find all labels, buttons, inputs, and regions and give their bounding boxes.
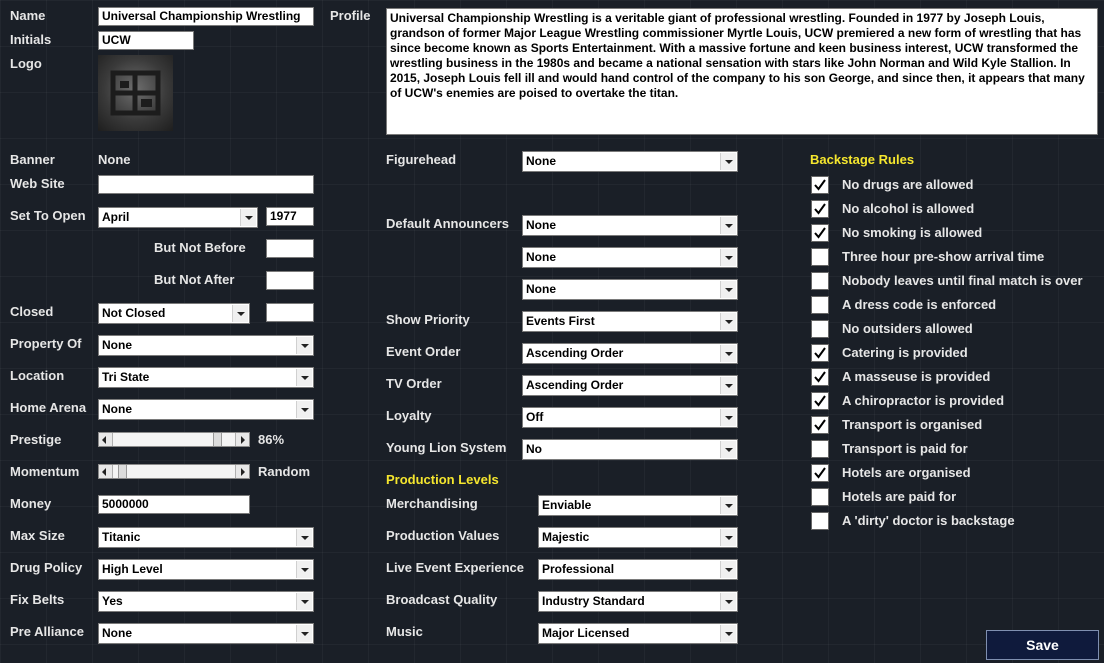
merchandising-label: Merchandising <box>386 496 478 511</box>
loyalty-label: Loyalty <box>386 408 432 423</box>
tv-order-label: TV Order <box>386 376 442 391</box>
slider-thumb[interactable] <box>213 433 222 446</box>
but-not-after-input[interactable] <box>266 271 314 290</box>
rule-label: Nobody leaves until final match is over <box>842 273 1083 288</box>
figurehead-label: Figurehead <box>386 152 457 167</box>
merchandising-select[interactable] <box>538 495 738 516</box>
momentum-slider[interactable] <box>98 464 250 479</box>
chevron-down-icon[interactable] <box>720 153 736 170</box>
chevron-down-icon[interactable] <box>720 497 736 514</box>
property-of-value: None <box>102 338 132 352</box>
chevron-down-icon[interactable] <box>240 209 256 226</box>
property-of-label: Property Of <box>10 336 82 351</box>
chevron-down-icon[interactable] <box>296 337 312 354</box>
rule-checkbox[interactable] <box>811 368 829 386</box>
production-values-select[interactable] <box>538 527 738 548</box>
banner-value[interactable]: None <box>98 152 131 167</box>
rule-label: Catering is provided <box>842 345 968 360</box>
closed-year-input[interactable] <box>266 303 314 322</box>
announcer-1-value: None <box>526 218 556 232</box>
rule-checkbox[interactable] <box>811 488 829 506</box>
merchandising-value: Enviable <box>542 498 592 512</box>
max-size-label: Max Size <box>10 528 65 543</box>
tv-order-value: Ascending Order <box>526 378 624 392</box>
momentum-label: Momentum <box>10 464 80 479</box>
rule-label: No outsiders allowed <box>842 321 973 336</box>
rule-checkbox[interactable] <box>811 416 829 434</box>
checkmark-icon <box>813 418 827 432</box>
rule-checkbox[interactable] <box>811 512 829 530</box>
profile-label: Profile <box>330 8 371 23</box>
max-size-value: Titanic <box>102 530 141 544</box>
prestige-value: 86% <box>258 432 285 447</box>
fix-belts-value: Yes <box>102 594 123 608</box>
property-of-select[interactable] <box>98 335 314 356</box>
name-label: Name <box>10 8 46 23</box>
rule-label: No drugs are allowed <box>842 177 974 192</box>
live-event-experience-label: Live Event Experience <box>386 560 525 575</box>
chevron-down-icon[interactable] <box>232 305 248 322</box>
fix-belts-select[interactable] <box>98 591 314 612</box>
rule-checkbox[interactable] <box>811 200 829 218</box>
rule-checkbox[interactable] <box>811 272 829 290</box>
chevron-down-icon[interactable] <box>720 593 736 610</box>
drug-policy-value: High Level <box>102 562 163 576</box>
announcer-1-select[interactable] <box>522 215 738 236</box>
rule-checkbox[interactable] <box>811 392 829 410</box>
event-order-select[interactable] <box>522 343 738 364</box>
initials-input[interactable]: UCW <box>98 31 194 50</box>
web-site-label: Web Site <box>10 176 65 191</box>
live-event-experience-value: Professional <box>542 562 615 576</box>
music-select[interactable] <box>538 623 738 644</box>
chevron-down-icon[interactable] <box>296 625 312 642</box>
checkmark-icon <box>813 226 827 240</box>
chevron-down-icon[interactable] <box>720 377 736 394</box>
rule-label: Transport is paid for <box>842 441 968 456</box>
pre-alliance-value: None <box>102 626 132 640</box>
chevron-down-icon[interactable] <box>720 529 736 546</box>
chevron-down-icon[interactable] <box>720 249 736 266</box>
rule-checkbox[interactable] <box>811 464 829 482</box>
money-input[interactable]: 5000000 <box>98 495 250 514</box>
drug-policy-select[interactable] <box>98 559 314 580</box>
arrow-left-icon[interactable] <box>99 465 113 478</box>
banner-label: Banner <box>10 152 55 167</box>
home-arena-select[interactable] <box>98 399 314 420</box>
chevron-down-icon[interactable] <box>296 401 312 418</box>
rule-checkbox[interactable] <box>811 440 829 458</box>
but-not-before-label: But Not Before <box>154 240 246 255</box>
young-lion-system-value: No <box>526 442 542 456</box>
figurehead-select[interactable] <box>522 151 738 172</box>
arrow-right-icon[interactable] <box>235 465 249 478</box>
young-lion-system-label: Young Lion System <box>386 440 507 455</box>
checkmark-icon <box>813 346 827 360</box>
chevron-down-icon[interactable] <box>720 561 736 578</box>
checkmark-icon <box>813 202 827 216</box>
max-size-select[interactable] <box>98 527 314 548</box>
chevron-down-icon[interactable] <box>720 441 736 458</box>
open-month-select[interactable] <box>98 207 258 228</box>
chevron-down-icon[interactable] <box>296 529 312 546</box>
show-priority-label: Show Priority <box>386 312 470 327</box>
broadcast-quality-select[interactable] <box>538 591 738 612</box>
production-values-value: Majestic <box>542 530 590 544</box>
save-button[interactable]: Save <box>986 630 1099 660</box>
show-priority-select[interactable] <box>522 311 738 332</box>
loyalty-value: Off <box>526 410 544 424</box>
chevron-down-icon[interactable] <box>720 625 736 642</box>
name-input[interactable]: Universal Championship Wrestling <box>98 7 314 26</box>
loyalty-select[interactable] <box>522 407 738 428</box>
initials-label: Initials <box>10 32 52 47</box>
production-levels-heading: Production Levels <box>386 472 499 487</box>
set-to-open-label: Set To Open <box>10 208 86 223</box>
momentum-value: Random <box>258 464 310 479</box>
rule-label: A masseuse is provided <box>842 369 991 384</box>
event-order-label: Event Order <box>386 344 461 359</box>
location-value: Tri State <box>102 370 150 384</box>
rule-label: A dress code is enforced <box>842 297 997 312</box>
closed-label: Closed <box>10 304 54 319</box>
closed-select[interactable] <box>98 303 250 324</box>
but-not-before-input[interactable] <box>266 239 314 258</box>
ucw-logo-icon <box>98 55 173 131</box>
chevron-down-icon[interactable] <box>720 409 736 426</box>
but-not-after-label: But Not After <box>154 272 235 287</box>
broadcast-quality-label: Broadcast Quality <box>386 592 498 607</box>
rule-label: Three hour pre-show arrival time <box>842 249 1045 264</box>
checkmark-icon <box>813 394 827 408</box>
open-month-value: April <box>102 210 130 224</box>
live-event-experience-select[interactable] <box>538 559 738 580</box>
rule-checkbox[interactable] <box>811 320 829 338</box>
pre-alliance-select[interactable] <box>98 623 314 644</box>
rule-label: A chiropractor is provided <box>842 393 1005 408</box>
home-arena-value: None <box>102 402 132 416</box>
checkmark-icon <box>813 466 827 480</box>
default-announcers-label: Default Announcers <box>386 216 510 231</box>
arrow-left-icon[interactable] <box>99 433 113 446</box>
prestige-slider[interactable] <box>98 432 250 447</box>
slider-thumb[interactable] <box>118 465 127 478</box>
broadcast-quality-value: Industry Standard <box>542 594 645 608</box>
music-label: Music <box>386 624 423 639</box>
show-priority-value: Events First <box>526 314 595 328</box>
rule-checkbox[interactable] <box>811 344 829 362</box>
backstage-rules-heading: Backstage Rules <box>810 152 915 167</box>
announcer-3-value: None <box>526 282 556 296</box>
pre-alliance-label: Pre Alliance <box>10 624 84 639</box>
chevron-down-icon[interactable] <box>296 593 312 610</box>
music-value: Major Licensed <box>542 626 630 640</box>
rule-label: Transport is organised <box>842 417 983 432</box>
location-select[interactable] <box>98 367 314 388</box>
chevron-down-icon[interactable] <box>720 217 736 234</box>
drug-policy-label: Drug Policy <box>10 560 83 575</box>
rule-label: No smoking is allowed <box>842 225 983 240</box>
announcer-2-select[interactable] <box>522 247 738 268</box>
rule-label: No alcohol is allowed <box>842 201 975 216</box>
chevron-down-icon[interactable] <box>720 281 736 298</box>
rule-label: A 'dirty' doctor is backstage <box>842 513 1015 528</box>
rule-label: Hotels are paid for <box>842 489 957 504</box>
event-order-value: Ascending Order <box>526 346 624 360</box>
chevron-down-icon[interactable] <box>720 345 736 362</box>
money-label: Money <box>10 496 52 511</box>
chevron-down-icon[interactable] <box>296 561 312 578</box>
announcer-2-value: None <box>526 250 556 264</box>
rule-label: Hotels are organised <box>842 465 971 480</box>
rule-checkbox[interactable] <box>811 296 829 314</box>
profile-textarea[interactable]: Universal Championship Wrestling is a veritable giant of professional wrestling. Founded in 1977 by Joseph Louis, grandson of former Major League Wrestling commissioner Myrtle Louis, UCW premiered a new form of wrestling that has since become known as Sports Entertainment. With a massive fortune and keen business interest, UCW transformed the wrestling business in the 1980s and became a national sensation with stars like John Norman and Wild Kyle Stallion. In 2015, Joseph Louis fell ill and would hand control of the company to his son George, and since then, it appears that many of UCW's enemies are poised to overtake the titan. <box>386 8 1098 135</box>
rule-checkbox[interactable] <box>811 176 829 194</box>
young-lion-system-select[interactable] <box>522 439 738 460</box>
web-site-input[interactable] <box>98 175 314 194</box>
prestige-label: Prestige <box>10 432 62 447</box>
tv-order-select[interactable] <box>522 375 738 396</box>
chevron-down-icon[interactable] <box>720 313 736 330</box>
checkmark-icon <box>813 178 827 192</box>
production-values-label: Production Values <box>386 528 500 543</box>
home-arena-label: Home Arena <box>10 400 87 415</box>
announcer-3-select[interactable] <box>522 279 738 300</box>
fix-belts-label: Fix Belts <box>10 592 65 607</box>
arrow-right-icon[interactable] <box>235 433 249 446</box>
figurehead-value: None <box>526 154 556 168</box>
location-label: Location <box>10 368 65 383</box>
rule-checkbox[interactable] <box>811 248 829 266</box>
logo-image[interactable] <box>98 55 173 131</box>
checkmark-icon <box>813 370 827 384</box>
rule-checkbox[interactable] <box>811 224 829 242</box>
open-year-input[interactable]: 1977 <box>266 207 314 226</box>
chevron-down-icon[interactable] <box>296 369 312 386</box>
closed-value: Not Closed <box>102 306 166 320</box>
logo-label: Logo <box>10 56 42 71</box>
